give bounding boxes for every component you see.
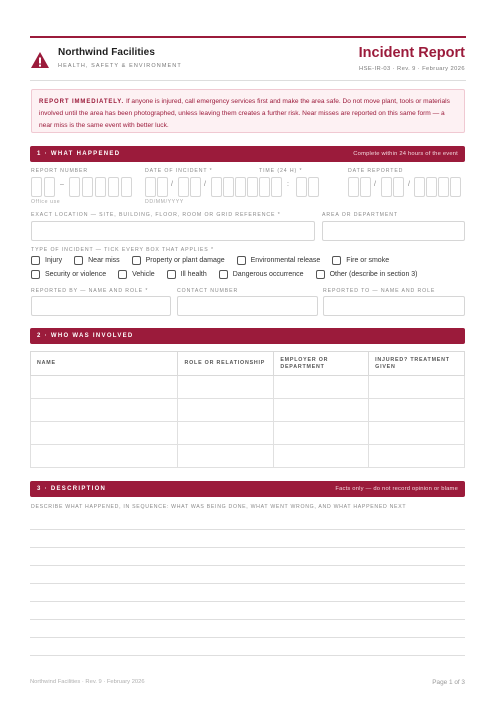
writing-line[interactable] bbox=[30, 601, 465, 602]
report-number-digit[interactable] bbox=[44, 177, 55, 197]
date-reported-digit[interactable] bbox=[450, 177, 461, 197]
incident-type-label: TYPE OF INCIDENT — TICK EVERY BOX THAT APPLIES * bbox=[31, 247, 214, 253]
report-number-digit[interactable] bbox=[121, 177, 132, 197]
date-separator: / bbox=[408, 181, 410, 188]
table-cell[interactable] bbox=[178, 422, 274, 445]
incident-type-option[interactable]: Near miss bbox=[74, 256, 120, 265]
people-involved-table bbox=[30, 351, 465, 468]
document-title: Incident Report bbox=[358, 45, 465, 61]
time-digit[interactable] bbox=[296, 177, 307, 197]
table-cell[interactable] bbox=[178, 445, 274, 468]
header-divider bbox=[30, 80, 466, 81]
table-row bbox=[31, 376, 465, 399]
checkbox[interactable] bbox=[74, 256, 83, 265]
location-field[interactable] bbox=[31, 221, 315, 241]
report-immediately-notice bbox=[31, 89, 465, 133]
checkbox[interactable] bbox=[118, 270, 127, 279]
incident-date-digit[interactable] bbox=[157, 177, 168, 197]
description-prompt: DESCRIBE WHAT HAPPENED, IN SEQUENCE: WHAT WAS BEING DONE, WHAT WENT WRONG, AND WHAT HAPPENED NEXT bbox=[31, 504, 407, 510]
table-row bbox=[31, 399, 465, 422]
table-cell[interactable] bbox=[31, 399, 178, 422]
incident-date-digit[interactable] bbox=[247, 177, 258, 197]
table-header-row bbox=[31, 352, 465, 376]
footer-left: Northwind Facilities · Rev. 9 · February 2026 bbox=[30, 679, 145, 685]
table-cell[interactable] bbox=[369, 376, 465, 399]
writing-line[interactable] bbox=[30, 547, 465, 548]
warning-triangle-icon bbox=[30, 51, 50, 69]
reported-to-field[interactable] bbox=[323, 296, 465, 316]
checkbox[interactable] bbox=[167, 270, 176, 279]
date-reported-digit[interactable] bbox=[414, 177, 425, 197]
incident-type-option[interactable]: Property or plant damage bbox=[132, 256, 225, 265]
table-cell[interactable] bbox=[31, 376, 178, 399]
incident-date-digit[interactable] bbox=[178, 177, 189, 197]
report-number-hint: Office use bbox=[31, 199, 61, 205]
writing-line[interactable] bbox=[30, 529, 465, 530]
section-3-header bbox=[30, 481, 465, 497]
section-1-header bbox=[30, 146, 465, 162]
writing-line[interactable] bbox=[30, 619, 465, 620]
report-number-digit[interactable] bbox=[82, 177, 93, 197]
report-number-digit[interactable] bbox=[69, 177, 80, 197]
incident-type-option[interactable]: Injury bbox=[31, 256, 62, 265]
section-1-title: 1 · WHAT HAPPENED bbox=[37, 151, 121, 157]
checkbox[interactable] bbox=[31, 256, 40, 265]
table-cell[interactable] bbox=[178, 399, 274, 422]
report-number-digit[interactable] bbox=[95, 177, 106, 197]
date-format-hint: DD/MM/YYYY bbox=[145, 199, 184, 205]
org-subtitle: HEALTH, SAFETY & ENVIRONMENT bbox=[58, 63, 182, 69]
incident-type-row-2 bbox=[31, 270, 430, 279]
column-header-employer: EMPLOYER OR DEPARTMENT bbox=[274, 352, 369, 376]
org-block bbox=[30, 46, 182, 69]
table-cell[interactable] bbox=[369, 399, 465, 422]
incident-type-option[interactable]: Ill health bbox=[167, 270, 207, 279]
incident-type-option[interactable]: Environmental release bbox=[237, 256, 321, 265]
section-2-title: 2 · WHO WAS INVOLVED bbox=[37, 333, 134, 339]
writing-line[interactable] bbox=[30, 655, 465, 656]
reported-by-field[interactable] bbox=[31, 296, 171, 316]
date-of-incident-label: DATE OF INCIDENT * bbox=[145, 168, 213, 174]
incident-type-option[interactable]: Security or violence bbox=[31, 270, 106, 279]
area-field[interactable] bbox=[322, 221, 465, 241]
incident-date-digit[interactable] bbox=[223, 177, 234, 197]
date-reported-label: DATE REPORTED bbox=[348, 168, 404, 174]
checkbox[interactable] bbox=[132, 256, 141, 265]
incident-date-digit[interactable] bbox=[211, 177, 222, 197]
checkbox[interactable] bbox=[332, 256, 341, 265]
document-reference: HSE-IR-03 · Rev. 9 · February 2026 bbox=[359, 66, 465, 72]
column-header-injured: INJURED? TREATMENT GIVEN bbox=[369, 352, 465, 376]
checkbox[interactable] bbox=[316, 270, 325, 279]
table-cell[interactable] bbox=[31, 422, 178, 445]
time-digit[interactable] bbox=[271, 177, 282, 197]
page-number: Page 1 of 3 bbox=[432, 679, 465, 686]
section-2-header bbox=[30, 328, 465, 344]
table-row bbox=[31, 422, 465, 445]
contact-number-field[interactable] bbox=[177, 296, 318, 316]
checkbox[interactable] bbox=[31, 270, 40, 279]
date-reported-digit[interactable] bbox=[393, 177, 404, 197]
report-number-digit[interactable] bbox=[31, 177, 42, 197]
table-cell[interactable] bbox=[31, 445, 178, 468]
date-separator: / bbox=[374, 181, 376, 188]
table-cell[interactable] bbox=[274, 376, 369, 399]
report-number-digit[interactable] bbox=[108, 177, 119, 197]
column-header-name: NAME bbox=[31, 352, 178, 376]
incident-type-option[interactable]: Dangerous occurrence bbox=[219, 270, 304, 279]
notice-lead: REPORT IMMEDIATELY. bbox=[39, 99, 125, 105]
table-cell[interactable] bbox=[274, 422, 369, 445]
report-number-label: REPORT NUMBER bbox=[31, 168, 89, 174]
reported-by-label: REPORTED BY — NAME AND ROLE * bbox=[31, 288, 149, 294]
area-label: AREA OR DEPARTMENT bbox=[322, 212, 398, 218]
incident-date-digit[interactable] bbox=[145, 177, 156, 197]
date-reported-digit[interactable] bbox=[381, 177, 392, 197]
writing-line[interactable] bbox=[30, 583, 465, 584]
reported-to-label: REPORTED TO — NAME AND ROLE bbox=[323, 288, 436, 294]
report-number-separator: – bbox=[60, 181, 64, 188]
table-row bbox=[31, 445, 465, 468]
date-reported-digit[interactable] bbox=[426, 177, 437, 197]
checkbox[interactable] bbox=[219, 270, 228, 279]
table-cell[interactable] bbox=[178, 376, 274, 399]
incident-type-option[interactable]: Fire or smoke bbox=[332, 256, 389, 265]
date-reported-digit[interactable] bbox=[438, 177, 449, 197]
incident-type-option[interactable]: Vehicle bbox=[118, 270, 155, 279]
column-header-role: ROLE OR RELATIONSHIP bbox=[178, 352, 274, 376]
time-digit[interactable] bbox=[308, 177, 319, 197]
org-name: Northwind Facilities bbox=[58, 47, 156, 58]
section-1-note: Complete within 24 hours of the event bbox=[353, 151, 458, 157]
table-cell[interactable] bbox=[369, 445, 465, 468]
incident-date-digit[interactable] bbox=[190, 177, 201, 197]
table-cell[interactable] bbox=[274, 445, 369, 468]
date-separator: / bbox=[171, 181, 173, 188]
time-label: TIME (24 H) * bbox=[259, 168, 303, 174]
date-reported-digit[interactable] bbox=[348, 177, 359, 197]
contact-number-label: CONTACT NUMBER bbox=[177, 288, 239, 294]
incident-type-row-1 bbox=[31, 256, 401, 265]
section-3-note: Facts only — do not record opinion or blame bbox=[335, 486, 458, 492]
writing-line[interactable] bbox=[30, 637, 465, 638]
date-separator: / bbox=[204, 181, 206, 188]
incident-type-option[interactable]: Other (describe in section 3) bbox=[316, 270, 418, 279]
time-separator: : bbox=[287, 181, 289, 188]
incident-date-digit[interactable] bbox=[235, 177, 246, 197]
writing-line[interactable] bbox=[30, 565, 465, 566]
section-3-title: 3 · DESCRIPTION bbox=[37, 486, 107, 492]
checkbox[interactable] bbox=[237, 256, 246, 265]
date-reported-digit[interactable] bbox=[360, 177, 371, 197]
notice-text: If anyone is injured, call emergency services first and make the area safe. Do not move plant, tools or materials involved until the area has been photographed, unless leaving them creates a further risk. Near misses are reported on this same form — a near miss is the same event with better luck. bbox=[39, 98, 450, 129]
table-cell[interactable] bbox=[274, 399, 369, 422]
location-label: EXACT LOCATION — SITE, BUILDING, FLOOR, ROOM OR GRID REFERENCE * bbox=[31, 212, 281, 218]
time-digit[interactable] bbox=[259, 177, 270, 197]
table-cell[interactable] bbox=[369, 422, 465, 445]
top-rule bbox=[30, 36, 466, 38]
